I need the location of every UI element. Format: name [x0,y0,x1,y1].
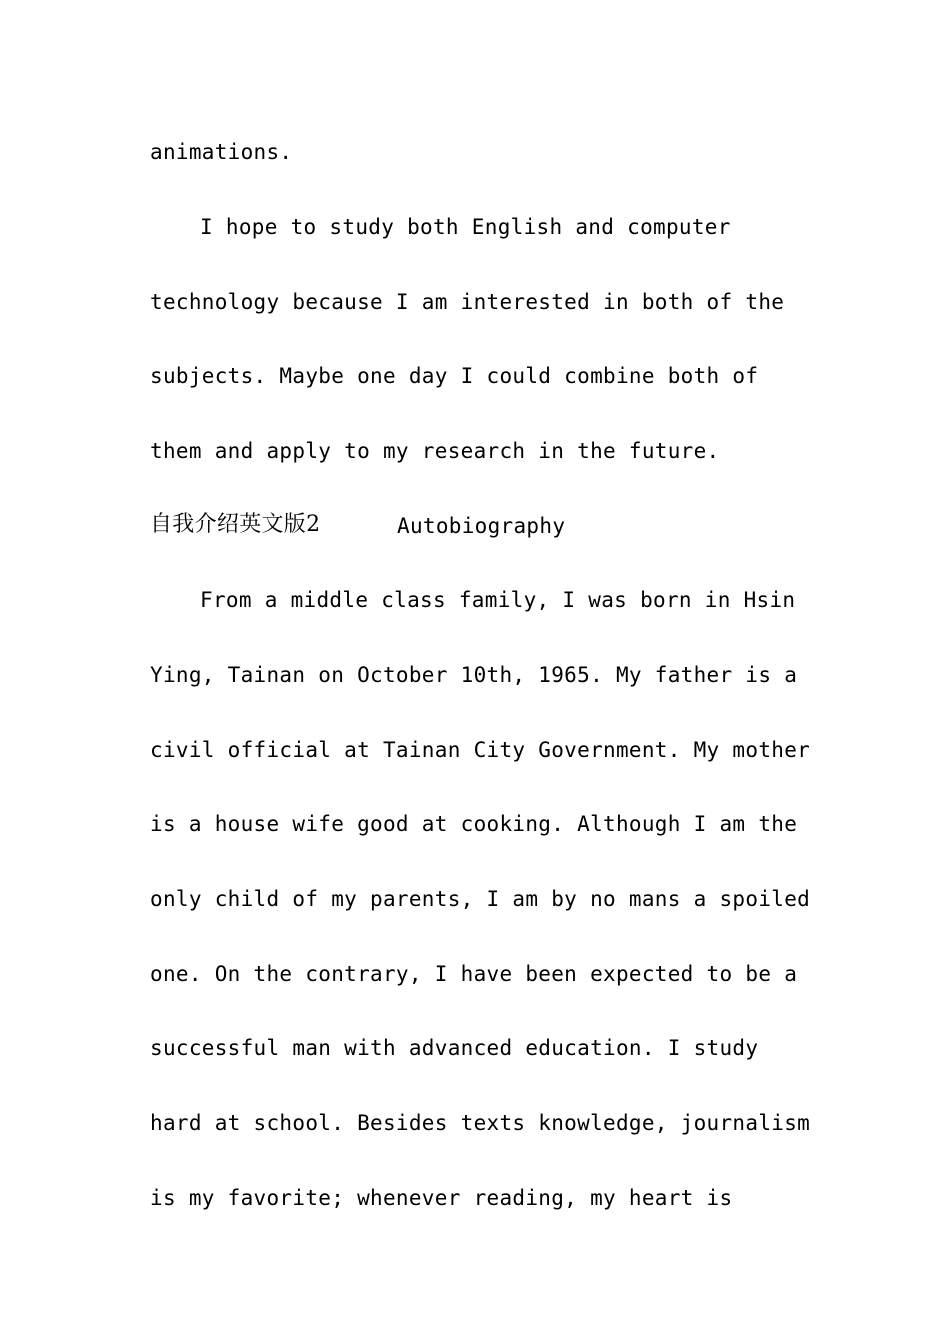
paragraph-line: From a middle class family, I was born in Hsin [200,588,796,612]
paragraph-line: technology because I am interested in both of the [150,290,785,314]
paragraph-line: I hope to study both English and computer [200,215,731,239]
paragraph-line: civil official at Tainan City Government. My mother [150,738,811,762]
paragraph-line: is a house wife good at cooking. Although I am the [150,812,798,836]
paragraph-line: subjects. Maybe one day I could combine both of [150,364,759,388]
section-heading-title: Autobiography [397,514,566,538]
paragraph-line: Ying, Tainan on October 10th, 1965. My father is a [150,663,798,687]
paragraph-line: one. On the contrary, I have been expected to be a [150,962,798,986]
paragraph-line: is my favorite; whenever reading, my heart is [150,1186,733,1210]
section-heading-label: 自我介绍英文版2 [150,512,321,537]
paragraph-line: successful man with advanced education. I study [150,1036,759,1060]
paragraph-line: animations. [150,140,293,164]
paragraph-line: hard at school. Besides texts knowledge, journalism [150,1111,811,1135]
paragraph-line: them and apply to my research in the future. [150,439,720,463]
paragraph-line: only child of my parents, I am by no mans a spoiled [150,887,811,911]
